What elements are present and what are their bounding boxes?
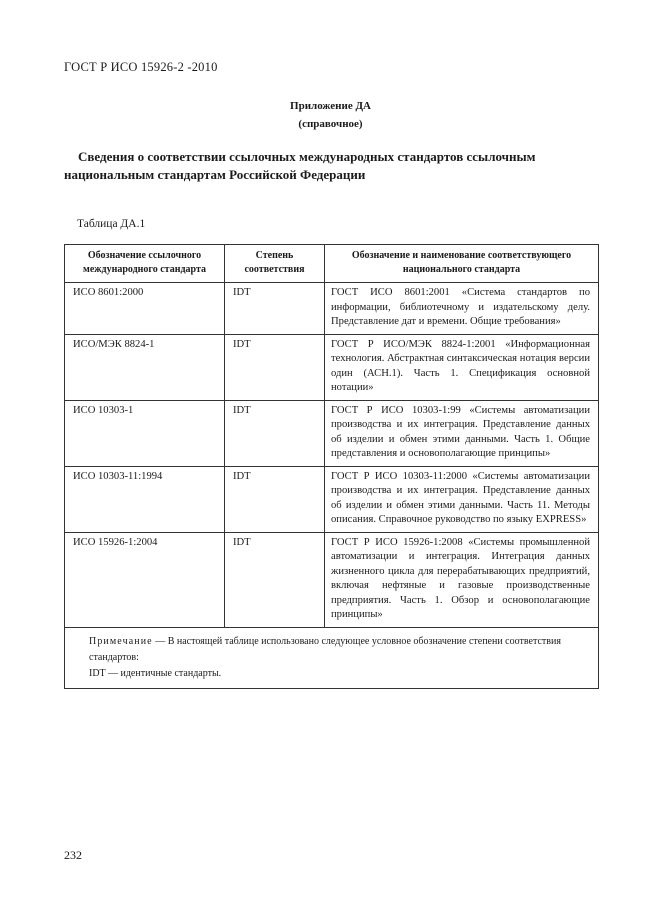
degree-cell: IDT xyxy=(225,334,325,400)
table-note-row xyxy=(65,627,599,688)
table-caption: Таблица ДА.1 xyxy=(77,218,146,230)
table-note xyxy=(65,627,599,688)
intl-standard-cell: ИСО/МЭК 8824-1 xyxy=(65,334,225,400)
note-definition: IDT — идентичные стандарты. xyxy=(89,667,222,679)
degree-cell: IDT xyxy=(225,400,325,466)
table-header-row xyxy=(65,245,599,283)
table-row xyxy=(65,334,599,400)
header-national-standard: Обозначение и наименование соответствующего национального стандарта xyxy=(325,245,599,283)
document-header: ГОСТ Р ИСО 15926-2 -2010 xyxy=(64,60,218,74)
intl-standard-cell: ИСО 8601:2000 xyxy=(65,283,225,335)
header-intl-standard: Обозначение ссылочного международного стандарта xyxy=(65,245,225,283)
page-number: 232 xyxy=(64,848,82,862)
national-standard-cell: ГОСТ Р ИСО 15926-1:2008 «Системы промышленной автоматизации и интеграция. Интеграция данных жизненного цикла для перерабатывающих предприятий, включая нефтяные и газовые производственные предприятия. Часть 1. Обзор и основополагающие принципы» xyxy=(325,532,599,627)
table-row xyxy=(65,400,599,466)
intl-standard-cell: ИСО 10303-11:1994 xyxy=(65,466,225,532)
standards-table xyxy=(64,244,599,689)
table-row xyxy=(65,532,599,627)
national-standard-cell: ГОСТ Р ИСО 10303-1:99 «Системы автоматизации производства и их интеграция. Представление данных об изделии и обмен этими данными. Часть 1. Общие представления и основополагающие принципы» xyxy=(325,400,599,466)
annex-title: Приложение ДА xyxy=(290,100,371,112)
national-standard-cell: ГОСТ ИСО 8601:2001 «Система стандартов по информации, библиотечному и издательскому делу. Представление дат и времени. Общие требования» xyxy=(325,283,599,335)
table-row xyxy=(65,466,599,532)
header-degree: Степень соответствия xyxy=(225,245,325,283)
degree-cell: IDT xyxy=(225,283,325,335)
degree-cell: IDT xyxy=(225,532,325,627)
national-standard-cell: ГОСТ Р ИСО 10303-11:2000 «Системы автоматизации производства и их интеграция. Представление данных об изделии и обмен этими данными. Часть 11. Методы описания. Справочное руководство по языку EXPRESS» xyxy=(325,466,599,532)
annex-type: (справочное) xyxy=(298,118,363,130)
note-label: Примечание xyxy=(89,635,153,647)
intl-standard-cell: ИСО 15926-1:2004 xyxy=(65,532,225,627)
annex-heading: Сведения о соответствии ссылочных международных стандартов ссылочным национальным стандартам Российской Федерации xyxy=(64,149,536,182)
degree-cell: IDT xyxy=(225,466,325,532)
intl-standard-cell: ИСО 10303-1 xyxy=(65,400,225,466)
note-text: — В настоящей таблице использовано следующее условное обозначение степени соответствия стандартов: xyxy=(89,635,561,663)
table-row xyxy=(65,283,599,335)
national-standard-cell: ГОСТ Р ИСО/МЭК 8824-1:2001 «Информационная технология. Абстрактная синтаксическая нотация версии один (АСН.1). Часть 1. Спецификация основной нотации» xyxy=(325,334,599,400)
